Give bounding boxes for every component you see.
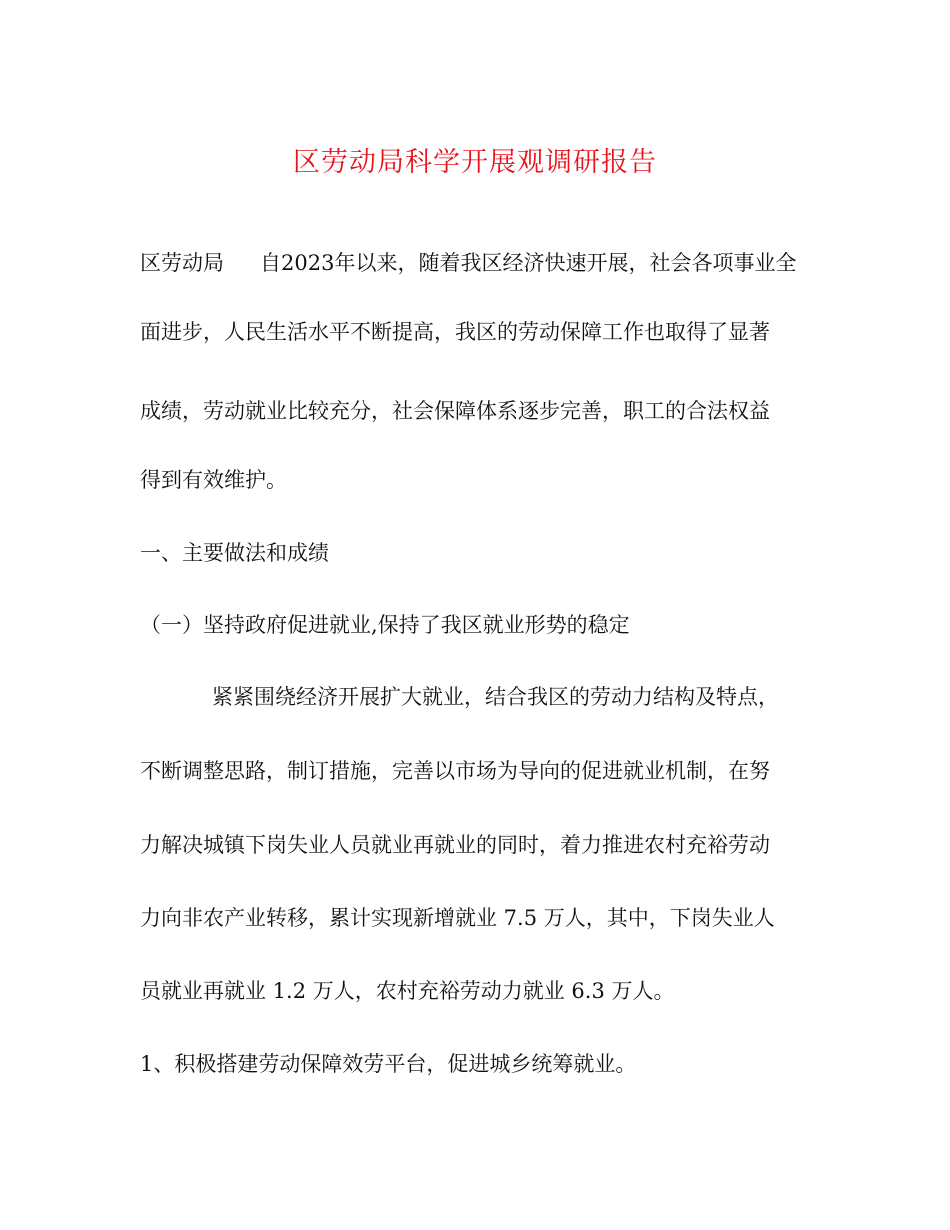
intro-line-3: 成绩，劳动就业比较充分，社会保障体系逐步完善，职工的合法权益 bbox=[140, 399, 770, 423]
subsection-heading-1: （一）坚持政府促进就业,保持了我区就业形势的稳定 bbox=[140, 613, 630, 637]
intro-text-1: 自2023年以来，随着我区经济快速开展，社会各项事业全 bbox=[260, 251, 797, 275]
paragraph-2-line-2: 不断调整思路，制订措施，完善以市场为导向的促进就业机制，在努 bbox=[140, 759, 770, 783]
section-heading-1: 一、主要做法和成绩 bbox=[140, 541, 329, 565]
intro-line-2: 面进步，人民生活水平不断提高，我区的劳动保障工作也取得了显著 bbox=[140, 320, 770, 344]
intro-author: 区劳动局 bbox=[140, 251, 224, 275]
paragraph-2-line-1: 紧紧围绕经济开展扩大就业，结合我区的劳动力结构及特点， bbox=[212, 685, 779, 709]
paragraph-2-line-3: 力解决城镇下岗失业人员就业再就业的同时，着力推进农村充裕劳动 bbox=[140, 833, 770, 857]
paragraph-2-line-4: 力向非农产业转移，累计实现新增就业 7.5 万人，其中，下岗失业人 bbox=[140, 906, 775, 930]
intro-line-4: 得到有效维护。 bbox=[140, 468, 287, 492]
intro-line-1 bbox=[140, 248, 796, 278]
item-1: 1、积极搭建劳动保障效劳平台，促进城乡统筹就业。 bbox=[140, 1052, 637, 1076]
paragraph-2-line-5: 员就业再就业 1.2 万人，农村充裕劳动力就业 6.3 万人。 bbox=[140, 979, 675, 1003]
document-title: 区劳动局科学开展观调研报告 bbox=[293, 147, 657, 178]
